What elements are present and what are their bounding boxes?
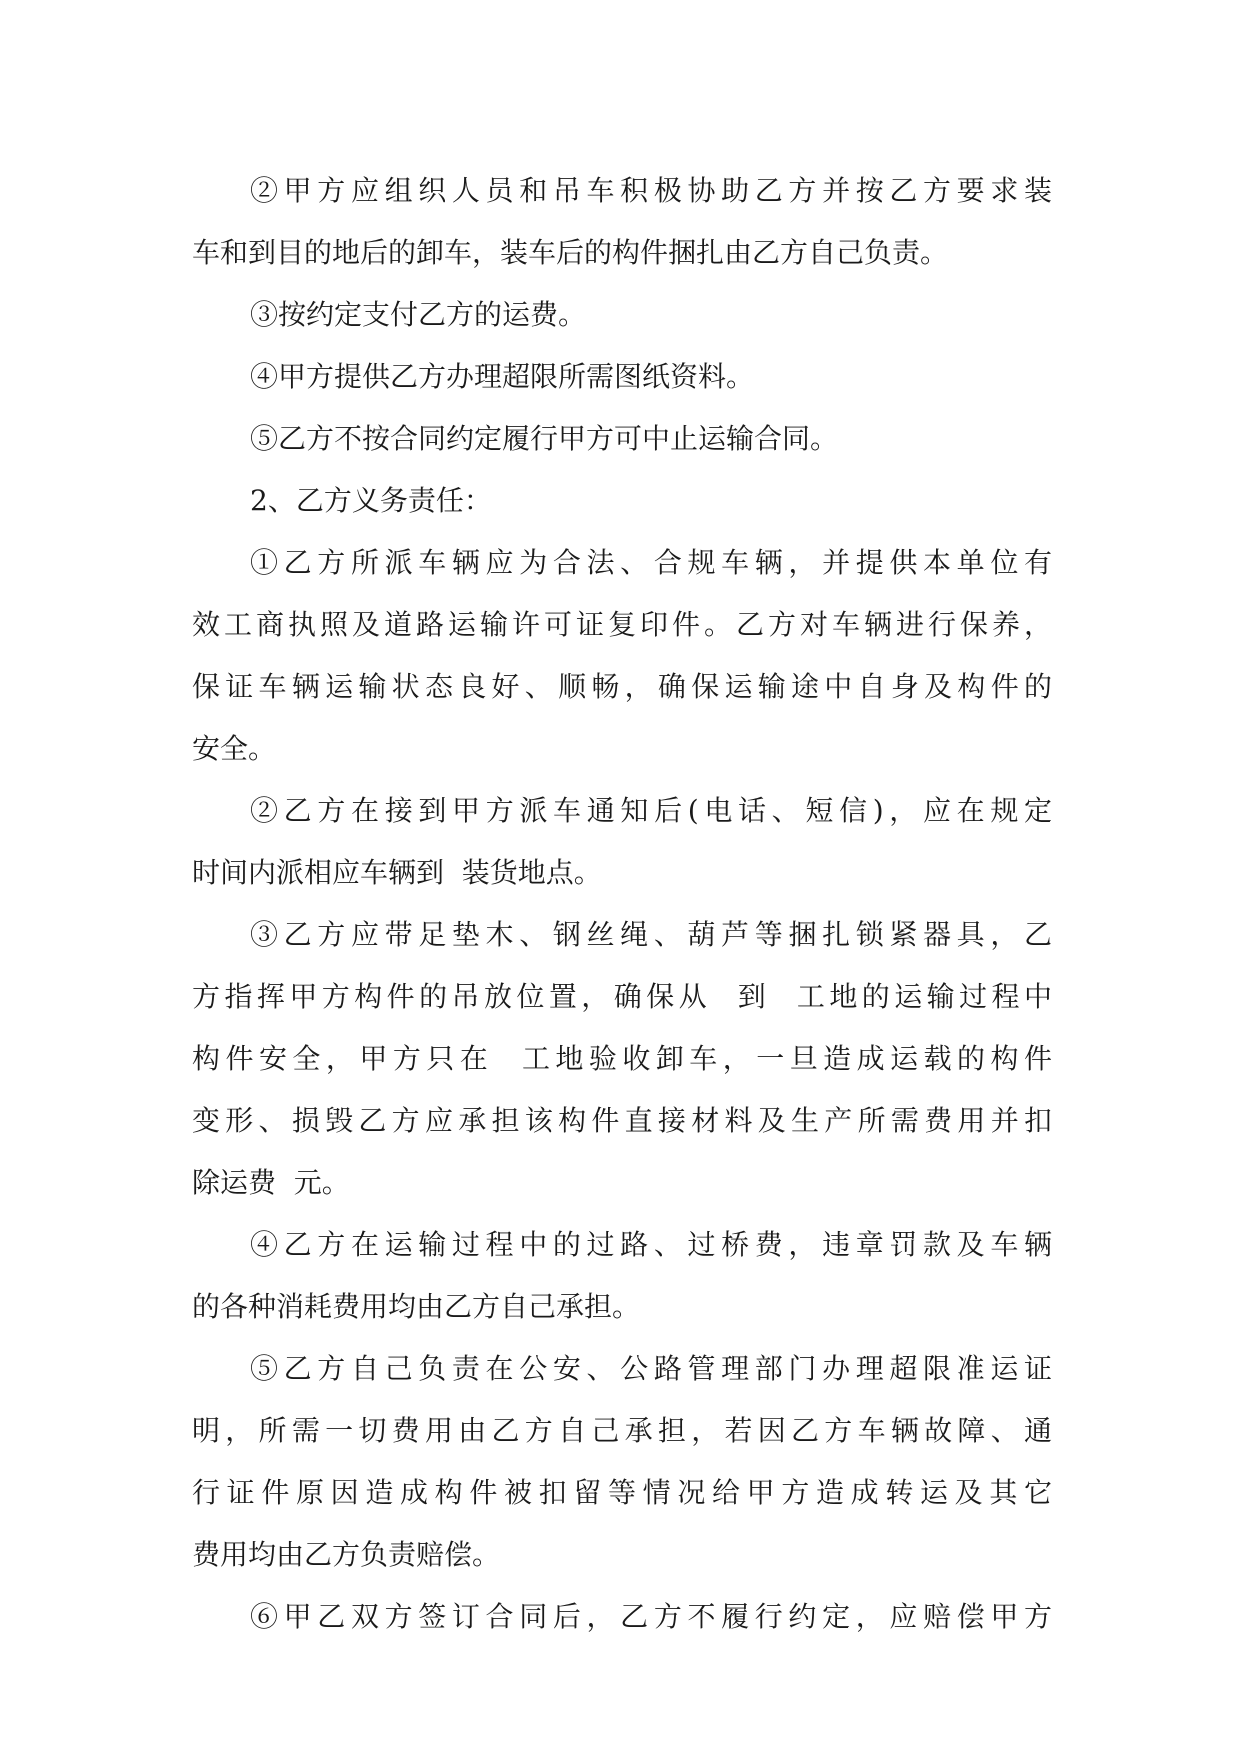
text-line: ③乙方应带足垫木、钢丝绳、葫芦等捆扎锁紧器具，乙 [250, 918, 1052, 951]
text-line: 保证车辆运输状态良好、顺畅，确保运输途中自身及构件的 [192, 670, 1052, 703]
text-line: ④甲方提供乙方办理超限所需图纸资料。 [250, 360, 755, 393]
text-line: ⑤乙方不按合同约定履行甲方可中止运输合同。 [250, 422, 839, 455]
text-line: 方指挥甲方构件的吊放位置，确保从 到 工地的运输过程中 [192, 980, 1052, 1013]
text-line: 明，所需一切费用由乙方自己承担，若因乙方车辆故障、通 [192, 1414, 1052, 1447]
text-line: ④乙方在运输过程中的过路、过桥费，违章罚款及车辆 [250, 1228, 1052, 1261]
text-line: 变形、损毁乙方应承担该构件直接材料及生产所需费用并扣 [192, 1104, 1052, 1137]
text-line: ⑤乙方自己负责在公安、公路管理部门办理超限准运证 [250, 1352, 1052, 1385]
text-line: ①乙方所派车辆应为合法、合规车辆，并提供本单位有 [250, 546, 1052, 579]
text-line: 时间内派相应车辆到 装货地点。 [192, 856, 602, 889]
text-line: 构件安全，甲方只在 工地验收卸车，一旦造成运载的构件 [192, 1042, 1052, 1075]
text-line: 效工商执照及道路运输许可证复印件。乙方对车辆进行保养， [192, 608, 1052, 641]
text-line: ②乙方在接到甲方派车通知后(电话、短信)，应在规定 [250, 794, 1052, 827]
text-line: ③按约定支付乙方的运费。 [250, 298, 587, 331]
text-line: 车和到目的地后的卸车，装车后的构件捆扎由乙方自己负责。 [192, 236, 949, 269]
text-line: 的各种消耗费用均由乙方自己承担。 [192, 1290, 641, 1323]
text-line: ②甲方应组织人员和吊车积极协助乙方并按乙方要求装 [250, 174, 1052, 207]
text-line: 除运费 元。 [192, 1166, 350, 1199]
document-body [192, 160, 1052, 1648]
text-line: 费用均由乙方负责赔偿。 [192, 1538, 501, 1571]
text-line: 行证件原因造成构件被扣留等情况给甲方造成转运及其它 [192, 1476, 1052, 1509]
text-line: ⑥甲乙双方签订合同后，乙方不履行约定，应赔偿甲方 [250, 1600, 1052, 1633]
text-line: 2、乙方义务责任： [250, 484, 492, 517]
text-line: 安全。 [192, 732, 277, 765]
